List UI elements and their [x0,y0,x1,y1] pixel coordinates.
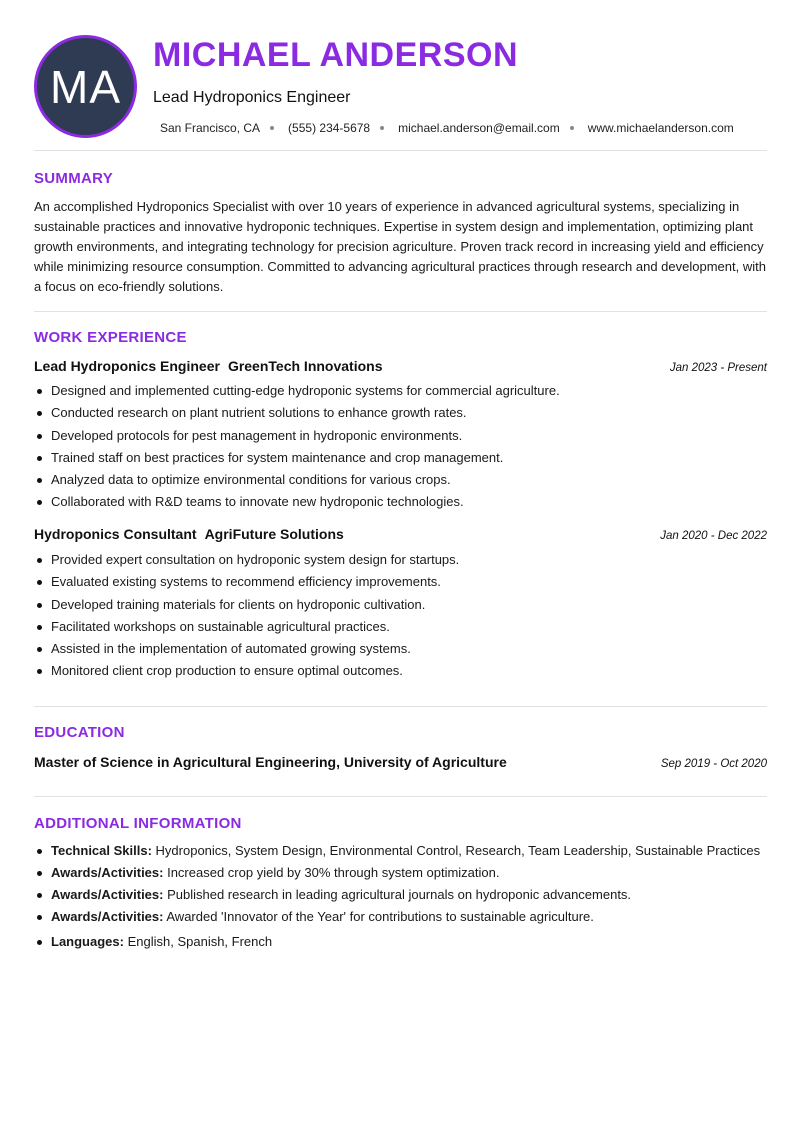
list-item: Provided expert consultation on hydroponic system design for startups. [34,549,767,571]
job-bullets [34,380,767,514]
info-value: Increased crop yield by 30% through system optimization. [167,865,500,880]
job-dates: Jan 2023 - Present [669,362,767,374]
list-item [34,840,774,862]
avatar [34,35,137,138]
avatar-initials: MA [50,60,121,113]
section-title-education: EDUCATION [34,724,125,741]
education-degree: Master of Science in Agricultural Engineering, University of Agriculture [34,754,507,770]
info-label: Awards/Activities: [51,887,164,902]
list-item [34,862,774,884]
section-divider [34,796,767,797]
list-item: Facilitated workshops on sustainable agricultural practices. [34,616,767,638]
summary-text: An accomplished Hydroponics Specialist with over 10 years of experience in advanced agricultural systems, specializing in sustainable practices and innovative hydroponic techniques. Expertise in system design and implementation, optimizing plant growth environments, and integrating technology for precision agriculture. Proven track record in increasing yield and efficiency while minimizing resource consumption. Committed to advancing agricultural practices through research and development, with a focus on eco-friendly solutions. [34,199,766,294]
contact-location: San Francisco, CA [160,121,261,135]
separator-dot [270,126,274,130]
section-divider [34,150,767,151]
list-item: Trained staff on best practices for system maintenance and crop management. [34,447,767,469]
additional-info-list [34,840,774,953]
contact-website[interactable]: www.michaelanderson.com [587,121,734,135]
list-item: Collaborated with R&D teams to innovate new hydroponic technologies. [34,491,767,513]
section-divider [34,311,767,312]
job-role: Hydroponics Consultant [34,526,197,542]
separator-dot [380,126,384,130]
info-label: Technical Skills: [51,843,152,858]
job-role: Lead Hydroponics Engineer [34,358,220,374]
candidate-name: MICHAEL ANDERSON [153,36,519,74]
info-label: Awards/Activities: [51,865,164,880]
list-item: Developed protocols for pest management in hydroponic environments. [34,425,767,447]
info-label: Languages: [51,934,124,949]
list-item: Conducted research on plant nutrient solutions to enhance growth rates. [34,402,767,424]
job-role-line [34,358,382,374]
list-item: Analyzed data to optimize environmental conditions for various crops. [34,469,767,491]
education-entry [34,754,767,770]
section-title-additional: ADDITIONAL INFORMATION [34,815,242,832]
section-title-summary: SUMMARY [34,170,114,187]
job-role-line [34,526,344,542]
list-item [34,931,774,953]
list-item: Assisted in the implementation of automated growing systems. [34,638,767,660]
info-value: Published research in leading agricultural journals on hydroponic advancements. [167,887,632,902]
info-value: Awarded 'Innovator of the Year' for contributions to sustainable agriculture. [166,909,594,924]
list-item: Evaluated existing systems to recommend efficiency improvements. [34,571,767,593]
info-value: Hydroponics, System Design, Environmental Control, Research, Team Leadership, Sustainable Practices [155,843,761,858]
separator-dot [570,126,574,130]
list-item: Monitored client crop production to ensure optimal outcomes. [34,660,767,682]
contact-bar [160,121,734,135]
job-company: GreenTech Innovations [227,358,383,374]
candidate-title: Lead Hydroponics Engineer [153,89,351,106]
education-dates: Sep 2019 - Oct 2020 [660,758,767,770]
list-item [34,906,774,928]
list-item [34,884,774,906]
job-header [34,358,767,374]
info-value: English, Spanish, French [127,934,273,949]
section-title-experience: WORK EXPERIENCE [34,329,187,346]
contact-phone: (555) 234-5678 [288,121,371,135]
info-label: Awards/Activities: [51,909,164,924]
contact-email[interactable]: michael.anderson@email.com [398,121,560,135]
list-item: Designed and implemented cutting-edge hydroponic systems for commercial agriculture. [34,380,767,402]
job-company: AgriFuture Solutions [204,526,344,542]
list-item: Developed training materials for clients on hydroponic cultivation. [34,594,767,616]
job-dates: Jan 2020 - Dec 2022 [660,530,767,542]
job-bullets [34,549,767,683]
job-header [34,526,767,542]
section-divider [34,706,767,707]
